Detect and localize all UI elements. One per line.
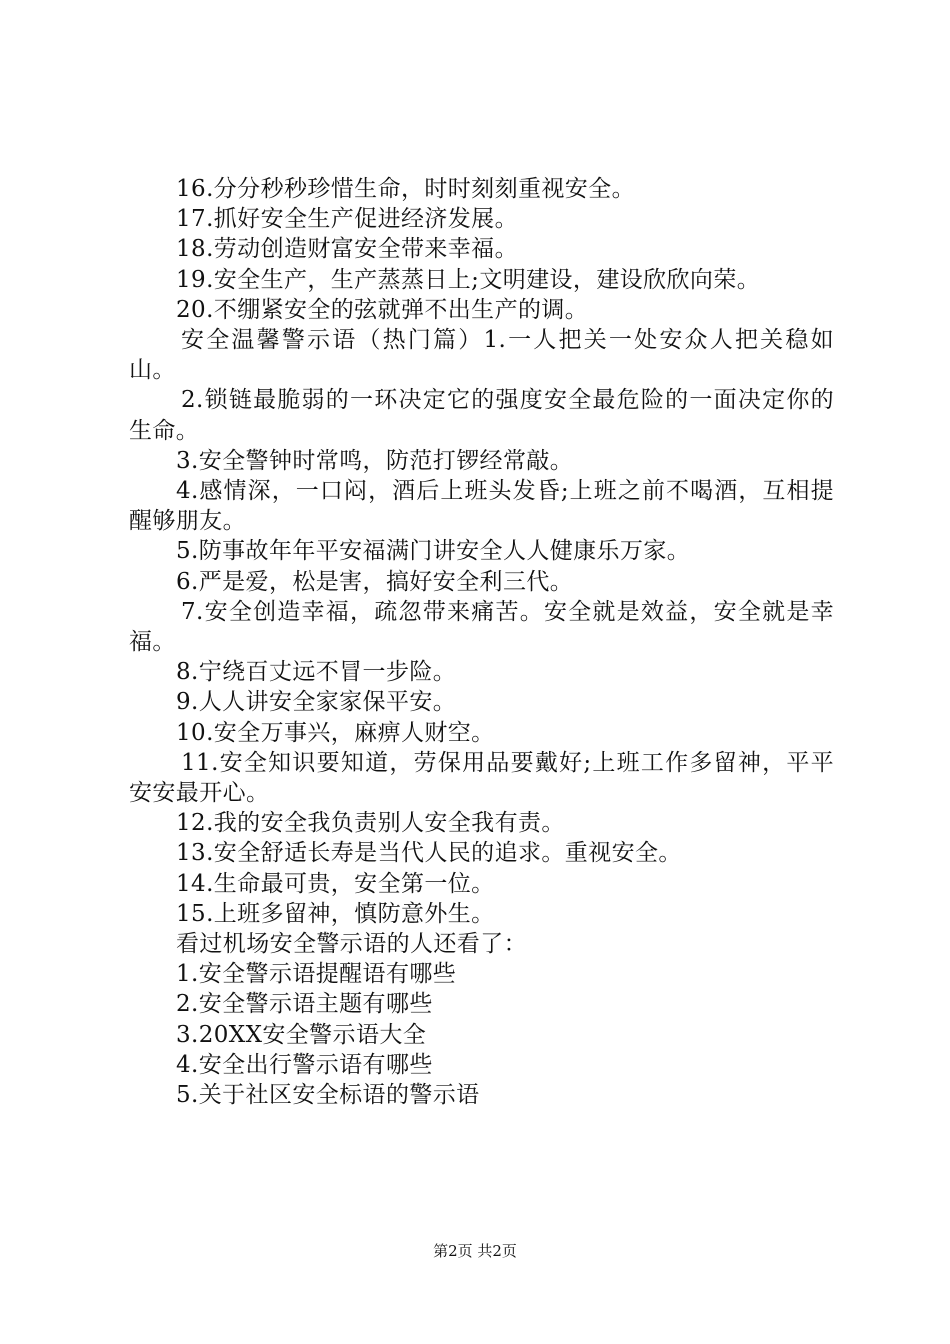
paragraph: 20.不绷紧安全的弦就弹不出生产的调。 xyxy=(176,296,589,323)
paragraph: 12.我的安全我负责别人安全我有责。 xyxy=(176,810,565,837)
related-heading: 看过机场安全警示语的人还看了： xyxy=(176,931,527,958)
paragraph: 13.安全舒适长寿是当代人民的追求。重视安全。 xyxy=(176,840,682,867)
related-link[interactable]: 3.20XX安全警示语大全 xyxy=(176,1021,427,1048)
paragraph: 7.安全创造幸福，疏忽带来痛苦。安全就是效益，安全就是幸福。 xyxy=(129,598,834,656)
paragraph: 6.严是爱，松是害，搞好安全利三代。 xyxy=(176,568,574,595)
paragraph: 4.感情深，一口闷，酒后上班头发昏;上班之前不喝酒，互相提醒够朋友。 xyxy=(129,478,834,535)
paragraph: 15.上班多留神，慎防意外生。 xyxy=(176,900,495,927)
related-link[interactable]: 5.关于社区安全标语的警示语 xyxy=(176,1082,480,1109)
paragraph: 10.安全万事兴，麻痹人财空。 xyxy=(176,719,495,746)
paragraph: 2.锁链最脆弱的一环决定它的强度安全最危险的一面决定你的生命。 xyxy=(129,387,834,444)
paragraph: 16.分分秒秒珍惜生命，时时刻刻重视安全。 xyxy=(176,176,635,202)
paragraph: 14.生命最可贵，安全第一位。 xyxy=(176,870,495,897)
paragraph: 3.安全警钟时常鸣，防范打锣经常敲。 xyxy=(176,447,574,474)
paragraph: 8.宁绕百丈远不冒一步险。 xyxy=(176,659,457,686)
related-link[interactable]: 2.安全警示语主题有哪些 xyxy=(176,991,433,1018)
related-link[interactable]: 4.安全出行警示语有哪些 xyxy=(176,1051,433,1078)
related-link[interactable]: 1.安全警示语提醒语有哪些 xyxy=(176,961,457,988)
paragraph: 19.安全生产，生产蒸蒸日上;文明建设，建设欣欣向荣。 xyxy=(176,266,761,293)
paragraph: 9.人人讲安全家家保平安。 xyxy=(176,689,457,716)
paragraph: 安全温馨警示语（热门篇）1.一人把关一处安众人把关稳如山。 xyxy=(129,327,834,384)
paragraph: 11.安全知识要知道，劳保用品要戴好;上班工作多留神，平平安安最开心。 xyxy=(129,749,834,807)
page-number-footer: 第2页 共2页 xyxy=(433,1242,517,1260)
paragraph: 18.劳动创造财富安全带来幸福。 xyxy=(176,236,518,263)
paragraph: 17.抓好安全生产促进经济发展。 xyxy=(176,206,518,233)
document-body xyxy=(129,174,834,1110)
paragraph: 5.防事故年年平安福满门讲安全人人健康乐万家。 xyxy=(176,538,691,565)
